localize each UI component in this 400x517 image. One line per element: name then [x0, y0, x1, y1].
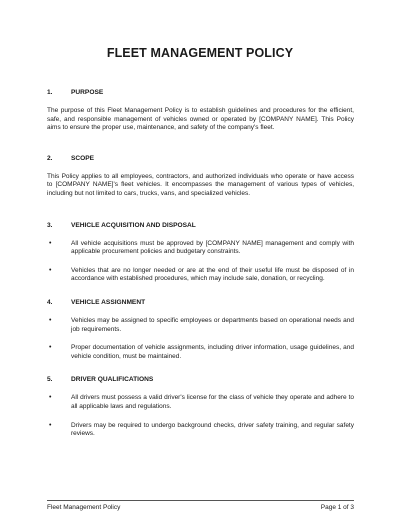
- bullet-icon: •: [49, 394, 52, 402]
- bullet-list: [47, 240, 354, 284]
- bullet-icon: •: [49, 421, 52, 429]
- list-item-text: Vehicles may be assigned to specific employees or departments based on operational needs and job requirements.: [71, 316, 354, 333]
- document-body: [47, 88, 354, 449]
- bullet-list: [47, 394, 354, 438]
- section-title: SCOPE: [71, 154, 95, 162]
- document-title: FLEET MANAGEMENT POLICY: [106, 46, 294, 60]
- footer-divider: [47, 500, 354, 501]
- list-item-text: Vehicles that are no longer needed or are at the end of their useful life must be disposed of in accordance with established procedures, which may include sale, donation, or recycling.: [71, 266, 354, 283]
- section-title: DRIVER QUALIFICATIONS: [71, 376, 154, 384]
- section-heading: [47, 298, 354, 307]
- bullet-icon: •: [49, 266, 52, 274]
- section-title: VEHICLE ASSIGNMENT: [71, 298, 146, 306]
- section-number: 3.: [47, 221, 53, 229]
- section-paragraph: The purpose of this Fleet Management Policy is to establish guidelines and procedures for the efficient, safe, and responsible management of vehicles owned or operated by [COMPANY NAME]. This Policy aims to ensure the proper use, maintenance, and safety of the company's fleet.: [47, 107, 354, 132]
- bullet-icon: •: [49, 316, 52, 324]
- section-heading: [47, 154, 354, 163]
- bullet-icon: •: [49, 239, 52, 247]
- section-scope: [47, 154, 354, 199]
- section-heading: [47, 221, 354, 230]
- list-item: [47, 344, 354, 361]
- list-item: [47, 317, 354, 334]
- section-purpose: [47, 88, 354, 133]
- list-item-text: All drivers must possess a valid driver's license for the class of vehicle they operate and adhere to all applicable laws and regulations.: [71, 394, 354, 410]
- list-item: [47, 394, 354, 411]
- list-item: [47, 240, 354, 257]
- section-title: PURPOSE: [71, 89, 104, 96]
- section-heading: [47, 88, 354, 97]
- section-number: 5.: [47, 376, 53, 384]
- list-item: [47, 267, 354, 284]
- list-item-text: Proper documentation of vehicle assignments, including driver information, usage guidelines, and vehicle condition, must be maintained.: [71, 344, 354, 360]
- section-vehicle-acquisition: [47, 221, 354, 284]
- footer-page-number: Page 1 of 3: [320, 504, 354, 511]
- list-item-text: Drivers may be required to undergo background checks, driver safety training, and regular safety reviews.: [71, 421, 354, 438]
- section-driver-qualifications: [47, 375, 354, 438]
- section-heading: [47, 375, 354, 384]
- footer-document-name: Fleet Management Policy: [47, 504, 121, 511]
- section-title: VEHICLE ACQUISITION AND DISPOSAL: [71, 221, 196, 229]
- section-number: 4.: [47, 298, 53, 306]
- section-number: 1.: [47, 89, 53, 96]
- bullet-icon: •: [49, 344, 52, 352]
- list-item-text: All vehicle acquisitions must be approved by [COMPANY NAME] management and comply with applicable procurement policies and budgetary constraints.: [71, 239, 354, 256]
- bullet-list: [47, 317, 354, 361]
- section-number: 2.: [47, 154, 53, 162]
- list-item: [47, 422, 354, 439]
- section-vehicle-assignment: [47, 298, 354, 361]
- section-paragraph: This Policy applies to all employees, contractors, and authorized individuals who operate or have access to [COMPANY NAME]'s fleet vehicles. It encompasses the management of various types of vehicles, including but not limited to cars, trucks, vans, and specialized vehicles.: [47, 172, 354, 197]
